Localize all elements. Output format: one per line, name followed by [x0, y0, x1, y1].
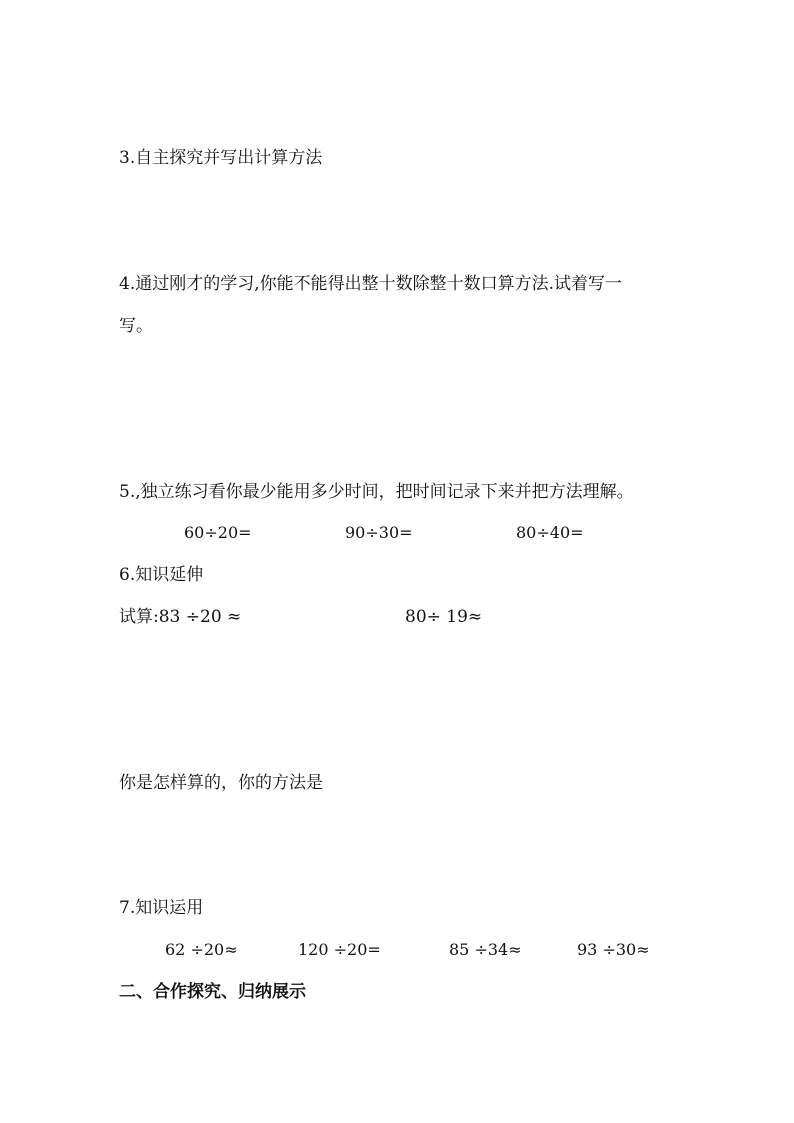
item-6-trial-right: 80÷ 19≈	[405, 607, 483, 627]
item-4-text-line1: 4.通过刚才的学习,你能不能得出整十数除整十数口算方法.试着写一	[119, 274, 623, 294]
item-6-question: 你是怎样算的，你的方法是	[119, 773, 323, 793]
exercise-93-div-30: 93 ÷30≈	[577, 940, 650, 959]
exercise-120-div-20: 120 ÷20=	[298, 940, 381, 959]
section-2-heading: 二、合作探究、归纳展示	[119, 982, 306, 1002]
item-6-trial-left: 试算:83 ÷20 ≈	[119, 607, 242, 627]
item-6-title: 6.知识延伸	[119, 565, 204, 585]
exercise-60-div-20: 60÷20=	[184, 523, 252, 542]
exercise-62-div-20: 62 ÷20≈	[165, 940, 238, 959]
item-4-text-line2: 写。	[119, 316, 153, 336]
exercise-80-div-40: 80÷40=	[516, 523, 584, 542]
item-7-title: 7.知识运用	[119, 898, 204, 918]
item-5-text: 5.,独立练习看你最少能用多少时间，把时间记录下来并把方法理解。	[119, 482, 634, 502]
exercise-85-div-34: 85 ÷34≈	[449, 940, 522, 959]
exercise-90-div-30: 90÷30=	[345, 523, 413, 542]
item-3-text: 3.自主探究并写出计算方法	[119, 148, 323, 168]
